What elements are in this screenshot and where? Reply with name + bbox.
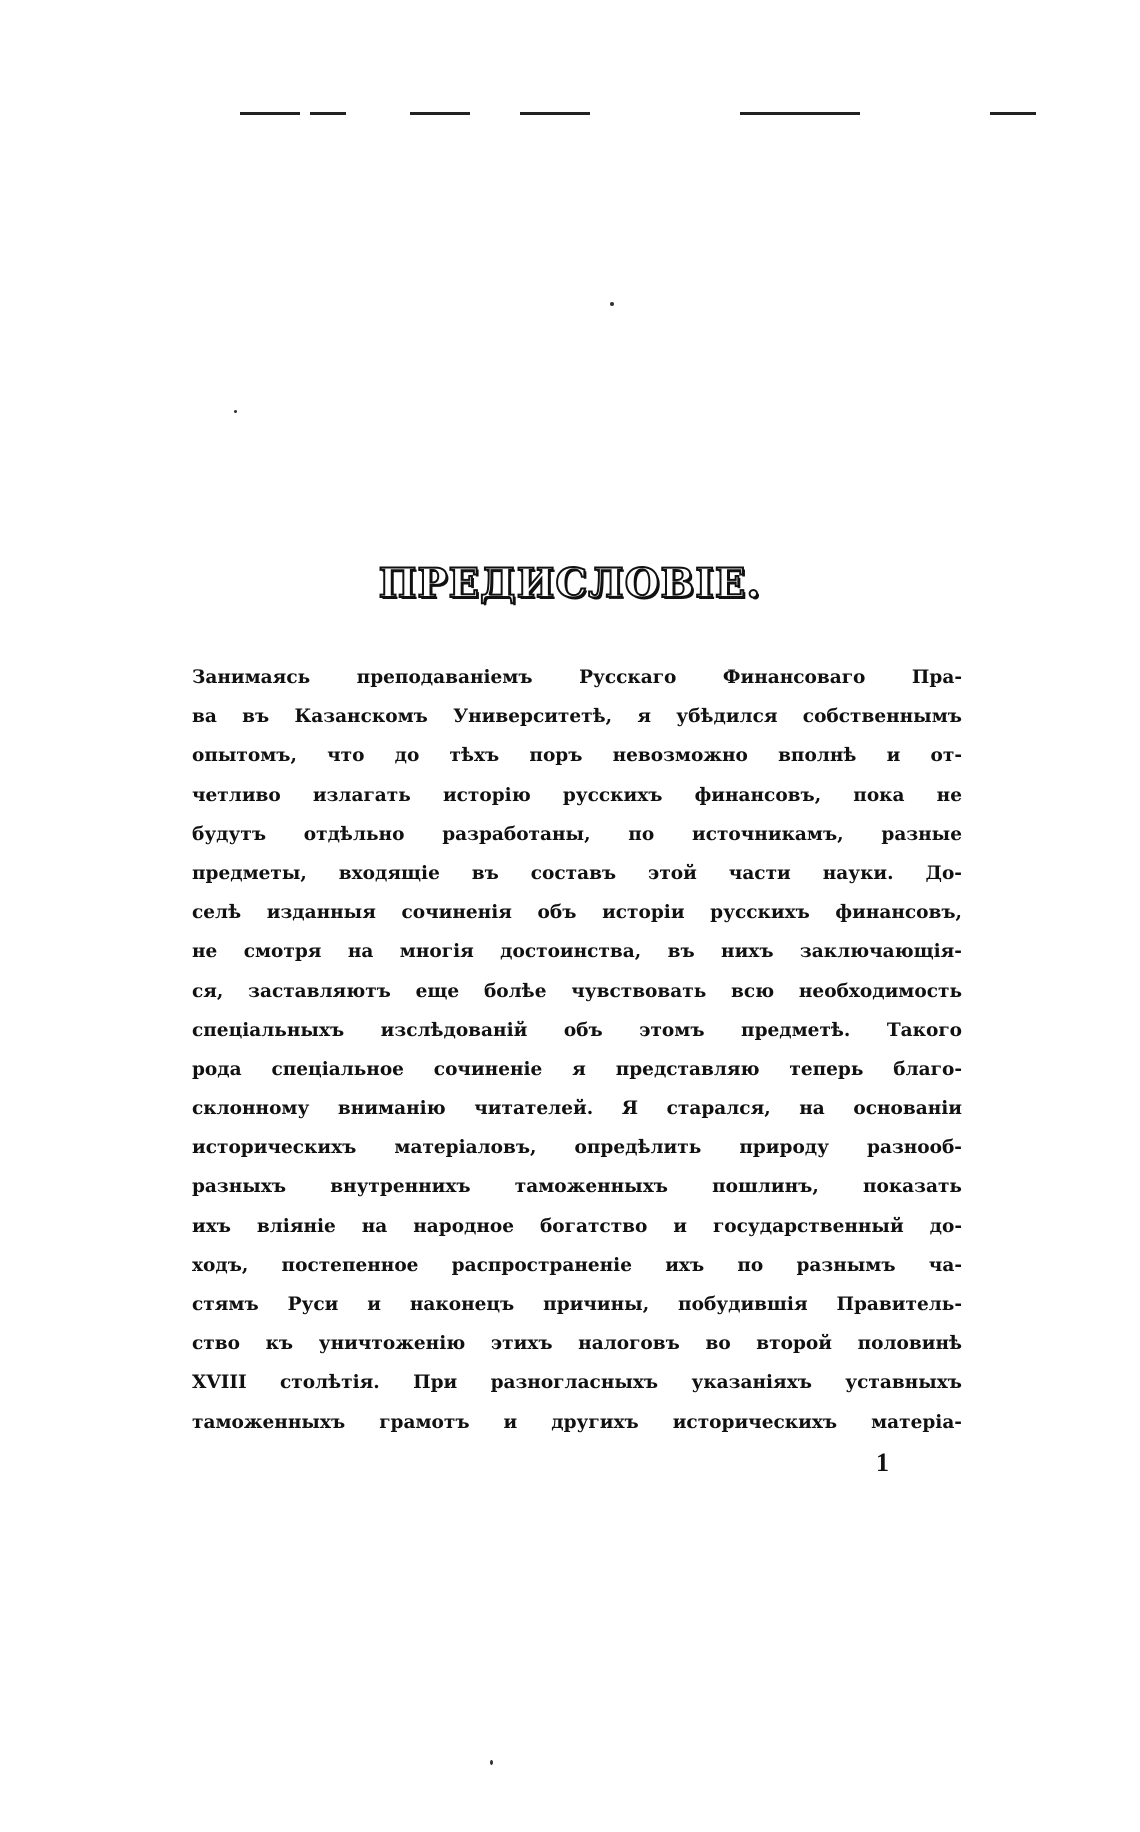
text-line: склонному вниманію читателей. Я старался, на основаніи	[192, 1098, 962, 1120]
text-line: ихъ вліяніе на народное богатство и государственный до-	[192, 1215, 962, 1237]
text-line: стямъ Руси и наконецъ причины, побудившія Правитель-	[192, 1294, 962, 1315]
text-line: XVIII столѣтія. При разногласныхъ указаніяхъ уставныхъ	[192, 1372, 962, 1394]
text-line: не смотря на многія достоинства, въ нихъ заключающія-	[192, 941, 962, 963]
title-block	[0, 560, 1140, 607]
page-number: 1	[876, 1448, 889, 1477]
text-line: ва въ Казанскомъ Университетѣ, я убѣдился собственнымъ	[192, 706, 962, 728]
text-line: ство къ уничтоженію этихъ налоговъ во второй половинѣ	[192, 1333, 962, 1355]
text-line: четливо излагать исторію русскихъ финансовъ, пока не	[192, 784, 962, 806]
scan-mark-top-center-2	[520, 112, 590, 115]
body-text	[192, 658, 962, 1442]
scan-mark-top-center	[410, 112, 470, 115]
text-line: ся, заставляютъ еще болѣе чувствовать всю необходимость	[192, 980, 962, 1002]
text-line: опытомъ, что до тѣхъ поръ невозможно вполнѣ и от-	[192, 745, 962, 767]
text-line: историческихъ матеріаловъ, опредѣлить природу разнооб-	[192, 1137, 962, 1159]
text-line: селѣ изданныя сочиненія объ исторіи русскихъ финансовъ,	[192, 902, 962, 924]
text-line: предметы, входящіе въ составъ этой части науки. До-	[192, 862, 962, 884]
text-line: Занимаясь преподаваніемъ Русскаго Финансоваго Пра-	[192, 667, 962, 688]
scan-speck	[610, 302, 614, 306]
scan-mark-top-far-right	[990, 112, 1036, 115]
scan-mark-top-right	[740, 112, 860, 115]
text-line: рода спеціальное сочиненіе я представляю теперь благо-	[192, 1058, 962, 1080]
scan-speck	[234, 410, 237, 413]
text-line: ходъ, постепенное распространеніе ихъ по разнымъ ча-	[192, 1254, 962, 1276]
text-line: разныхъ внутреннихъ таможенныхъ пошлинъ, показать	[192, 1176, 962, 1198]
text-line: таможенныхъ грамотъ и другихъ историческихъ матеріа-	[192, 1411, 962, 1433]
scan-speck	[490, 1760, 493, 1765]
text-line: спеціальныхъ изслѣдованій объ этомъ предметѣ. Такого	[192, 1019, 962, 1041]
text-line: будутъ отдѣльно разработаны, по источникамъ, разные	[192, 823, 962, 845]
page-title: ПРЕДИСЛОВІЕ.	[378, 560, 762, 607]
scan-mark-top-left-2	[310, 112, 346, 115]
scan-mark-top-left	[240, 112, 300, 115]
